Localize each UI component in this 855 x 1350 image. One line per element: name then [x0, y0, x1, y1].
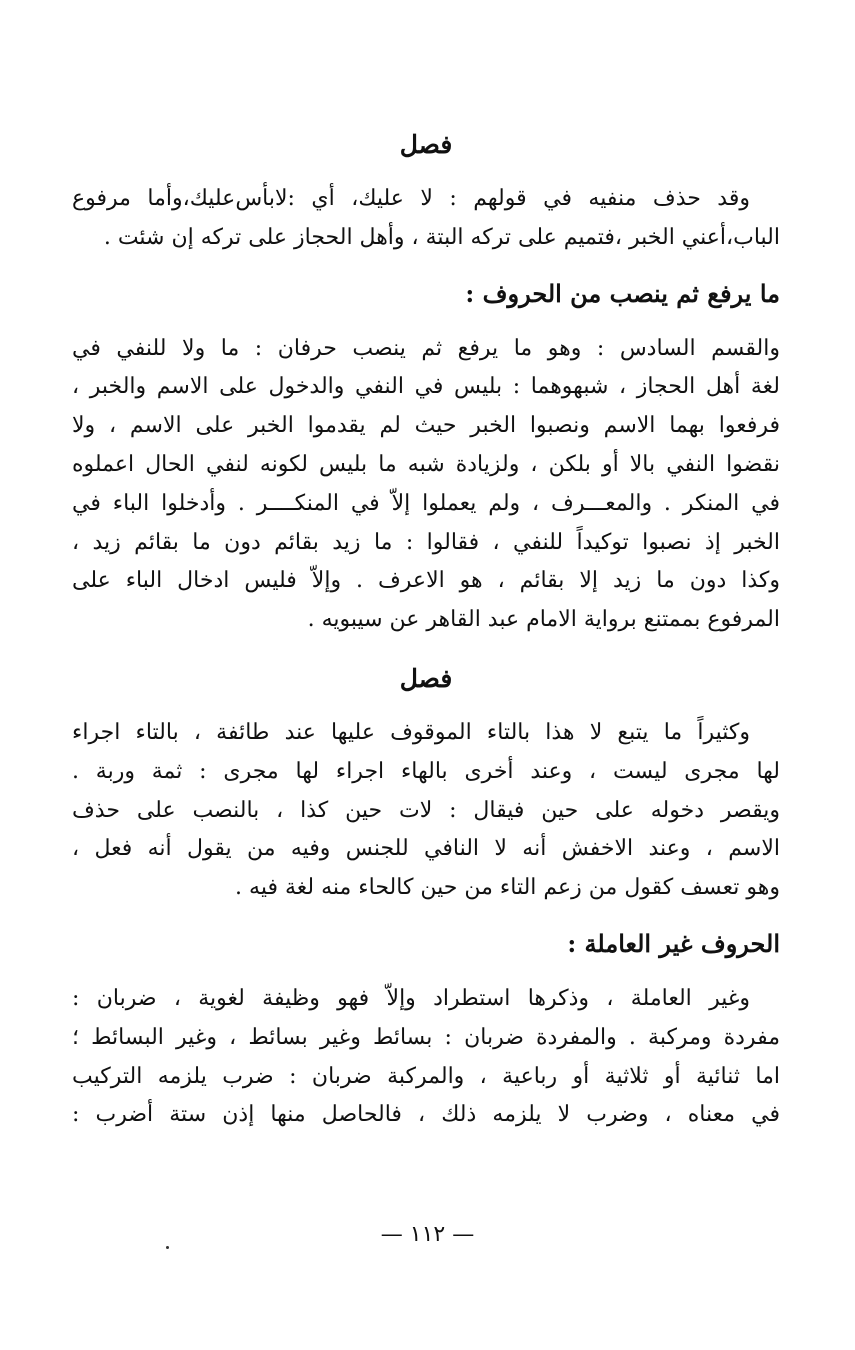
- paragraph-1: [72, 180, 780, 258]
- section-heading-raising-particles: ما يرفع ثم ينصب من الحروف :: [465, 278, 780, 308]
- text-line: وقد حذف منفيه في قولهم : لا عليك، أي :لابأس‌عليك،وأما مرفوع: [72, 186, 750, 211]
- text-line: ويقصر دخوله على حين فيقال : لات حين كذا ، بالنصب على حذف: [72, 797, 780, 823]
- text-line: في المنكر . والمعـــرف ، ولم يعملوا إلاّ في المنكــــر . وأدخلوا الباء في: [72, 490, 780, 516]
- paragraph-3: [72, 714, 780, 908]
- text-line: وغير العاملة ، وذكرها استطراد وإلاّ فهو وظيفة لغوية ، ضربان :: [72, 985, 750, 1011]
- text-line: الباب،أعني الخبر ،فتميم على تركه البتة ، وأهل الحجاز على تركه إن شئت .: [103, 224, 780, 250]
- paragraph-4: [72, 980, 780, 1135]
- text-line: الخبر إذ نصبوا توكيداً للنفي ، فقالوا : ما زيد بقائم دون ما بقائم زيد ،: [72, 529, 780, 555]
- text-line: لها مجرى ليست ، وعند أخرى بالهاء اجراء لها مجرى : ثمة وربة .: [72, 758, 780, 784]
- paragraph-2: [72, 330, 780, 640]
- text-line: نقضوا النفي بالا أو بلكن ، ولزيادة شبه ما بليس لكونه لنفي الحال اعملوه: [72, 451, 780, 477]
- text-line: الاسم ، وعند الاخفش أنه لا النافي للجنس وفيه من يقول أنه فعل ،: [72, 836, 780, 862]
- text-line: وكذا دون ما زيد إلا بقائم ، هو الاعرف . وإلاّ فليس ادخال الباء على: [72, 568, 780, 594]
- text-line: في معناه ، وضرب لا يلزمه ذلك ، فالحاصل منها إذن ستة أضرب :: [72, 1102, 780, 1128]
- text-line: والقسم السادس : وهو ما يرفع ثم ينصب حرفان : ما ولا للنفي في: [72, 335, 780, 361]
- section-heading-fasl-1: فصل: [399, 130, 453, 159]
- section-heading-non-governing-particles: الحروف غير العاملة :: [567, 928, 780, 958]
- section-heading-fasl-2: فصل: [399, 663, 453, 693]
- page-body: [72, 120, 780, 1149]
- text-line: المرفوع بممتنع برواية الامام عبد القاهر عن سيبويه .: [307, 607, 780, 633]
- text-line: وكثيراً ما يتبع لا هذا بالتاء الموقوف عليها عند طائفة ، بالتاء اجراء: [72, 719, 750, 745]
- text-line: وهو تعسف كقول من زعم التاء من حين كالحاء منه لغة فيه .: [235, 875, 780, 901]
- text-line: مفردة ومركبة . والمفردة ضربان : بسائط وغير بسائط ، وغير البسائط ؛: [72, 1024, 780, 1050]
- page-number: — ١١٢ —: [380, 1222, 475, 1247]
- text-line: فرفعوا بهما الاسم ونصبوا الخبر حيث لم يقدموا الخبر على الاسم ، ولا: [72, 413, 780, 439]
- scan-speck: [166, 1246, 169, 1249]
- text-line: اما ثنائية أو ثلاثية أو رباعية ، والمركبة ضربان : ضرب يلزمه التركيب: [72, 1063, 780, 1089]
- text-line: لغة أهل الحجاز ، شبهوهما : بليس في النفي والدخول على الاسم والخبر ،: [72, 374, 781, 400]
